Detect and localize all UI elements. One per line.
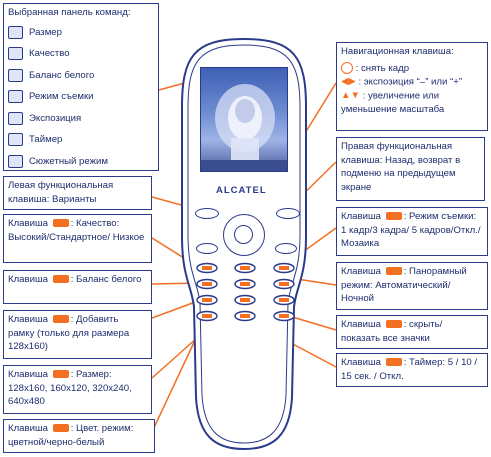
- nav-exposure: ◀▶ : экспозиция “–” или “+”: [341, 76, 463, 88]
- nav-capture: : снять кадр: [341, 62, 483, 76]
- scene-mode-icon: [8, 155, 23, 168]
- balance-key-box: Клавиша : Баланс белого: [3, 270, 152, 304]
- quality-key-box: Клавиша : Качество: Высокий/Стандартное/ Низкое: [3, 214, 152, 263]
- hide-key-box: Клавиша : скрыть/ показать все значки: [336, 315, 488, 349]
- nav-title: Навигационная клавиша:: [341, 46, 454, 57]
- command-panel-box: [3, 3, 159, 171]
- pano-key-box: Клавиша : Панорамный режим: Автоматический/Ночной: [336, 262, 488, 310]
- size-icon: [8, 26, 23, 39]
- brand-label: ALCATEL: [216, 185, 267, 196]
- key-icon: [53, 370, 69, 378]
- end-key[interactable]: [275, 243, 297, 254]
- color-key-box: Клавиша : Цвет. режим: цветной/черно-белый: [3, 419, 155, 453]
- call-key[interactable]: [196, 243, 218, 254]
- panel-item-white-balance: Баланс белого: [8, 65, 154, 87]
- panel-title: Выбранная панель команд:: [8, 7, 131, 18]
- mode-key-box: Клавиша : Режим съемки: 1 кадр/3 кадра/ 5 кадров/Откл./ Мозаика: [336, 207, 488, 256]
- nav-zoom: ▲▼ : увеличение или уменьшение масштаба: [341, 90, 445, 116]
- key-icon: [53, 219, 69, 227]
- key-icon: [53, 315, 69, 323]
- key-icon: [386, 358, 402, 366]
- size-key-box: Клавиша : Размер: 128x160, 160x120, 320x240, 640x480: [3, 365, 152, 414]
- key-icon: [386, 212, 402, 220]
- panel-item-shooting-mode: Режим съемки: [8, 86, 154, 108]
- right-soft-key-box: Правая функциональная клавиша: Назад, возврат в подменю на предыдущем экране: [336, 137, 485, 201]
- phone-screen: [200, 67, 288, 172]
- nav-key-box: [336, 42, 488, 131]
- panel-item-exposure: Экспозиция: [8, 108, 154, 130]
- left-soft-key[interactable]: [195, 208, 219, 219]
- key-icon: [53, 424, 69, 432]
- timer-key-box: Клавиша : Таймер: 5 / 10 / 15 сек. / Откл.: [336, 353, 488, 387]
- white-balance-icon: [8, 69, 23, 82]
- lion-image: [201, 68, 288, 172]
- panel-item-timer: Таймер: [8, 129, 154, 151]
- exposure-icon: [8, 112, 23, 125]
- left-right-arrows-icon: ◀▶: [341, 76, 356, 88]
- panel-item-size: Размер: [8, 22, 154, 44]
- quality-icon: [8, 47, 23, 60]
- panel-item-quality: Качество: [8, 43, 154, 65]
- shooting-mode-icon: [8, 90, 23, 103]
- right-soft-key[interactable]: [276, 208, 300, 219]
- nav-center-button[interactable]: [234, 225, 253, 244]
- navigation-key[interactable]: [223, 214, 265, 256]
- keypad: [196, 262, 296, 334]
- key-icon: [386, 267, 402, 275]
- key-icon: [386, 320, 402, 328]
- panel-item-scene-mode: Сюжетный режим: [8, 151, 154, 173]
- left-soft-key-box: Левая функциональная клавиша: Варианты: [3, 176, 152, 210]
- frame-key-box: Клавиша : Добавить рамку (только для размера 128x160): [3, 310, 152, 359]
- up-down-arrows-icon: ▲▼: [341, 90, 360, 102]
- circle-icon: [341, 62, 353, 74]
- key-icon: [53, 275, 69, 283]
- timer-icon: [8, 133, 23, 146]
